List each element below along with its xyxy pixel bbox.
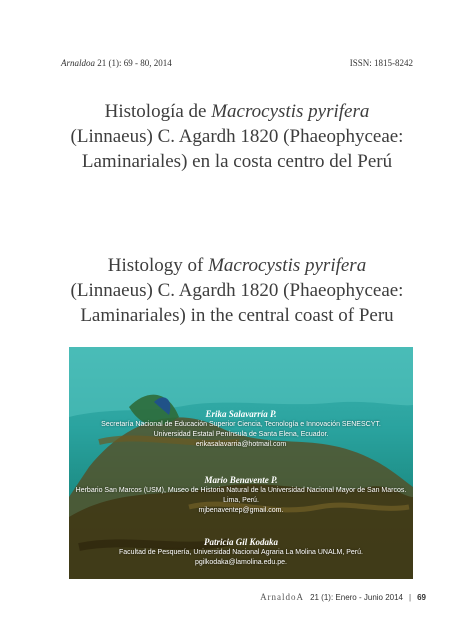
journal-name: Arnaldoa [61,58,96,68]
title-spanish [30,99,444,174]
author-email: mjbenaventep@gmail.com. [198,507,284,514]
title-english-line1: Histology of Macrocystis pyrifera [107,255,367,276]
species-name: Macrocystis pyrifera [208,255,367,276]
footer-journal: ArnaldoA [260,592,305,602]
author-affiliation: Facultad de Pesquería, Universidad Nacional Agraria La Molina UNALM, Perú. [119,549,363,556]
species-name: Macrocystis pyrifera [211,101,370,122]
issn: ISSN: 1815-8242 [349,58,413,68]
citation-text: 21 (1): 69 - 80, 2014 [95,58,172,68]
author-name: Mario Benavente P. [204,475,278,485]
author-1 [69,409,413,450]
title-spanish-line1: Histología de Macrocystis pyrifera [104,101,370,122]
title-spanish-line3: Laminariales) en la costa centro del Perú [81,151,393,172]
page-footer [260,592,426,602]
author-affiliation: Herbario San Marcos (USM), Museo de Historia Natural de la Universidad Nacional Mayor de San Marcos. [75,487,407,494]
author-affiliation: Lima, Perú. [223,497,259,504]
author-2 [69,475,413,516]
footer-separator: | [409,592,412,602]
author-name: Erika Salavarría P. [205,409,277,419]
footer-issue: 21 (1): Enero - Junio 2014 [310,592,404,602]
author-affiliation: Universidad Estatal Península de Santa Elena, Ecuador. [153,431,329,438]
title-english-line2: (Linnaeus) C. Agardh 1820 (Phaeophyceae: [70,280,404,301]
author-email: erikasalavarria@hotmail.com [195,441,287,448]
title-spanish-line2: (Linnaeus) C. Agardh 1820 (Phaeophyceae: [70,126,404,147]
title-english [30,253,444,328]
author-name: Patricia Gil Kodaka [204,537,278,547]
author-affiliation: Secretaría Nacional de Educación Superior Ciencia, Tecnología e Innovación SENESCYT. [101,421,381,428]
authors-block [69,347,413,579]
page-number: 69 [417,592,426,602]
title-english-line3: Laminariales) in the central coast of Peru [80,305,394,326]
author-3 [69,537,413,568]
author-email: pgilkodaka@lamolina.edu.pe. [195,559,287,566]
header-citation [61,58,172,68]
